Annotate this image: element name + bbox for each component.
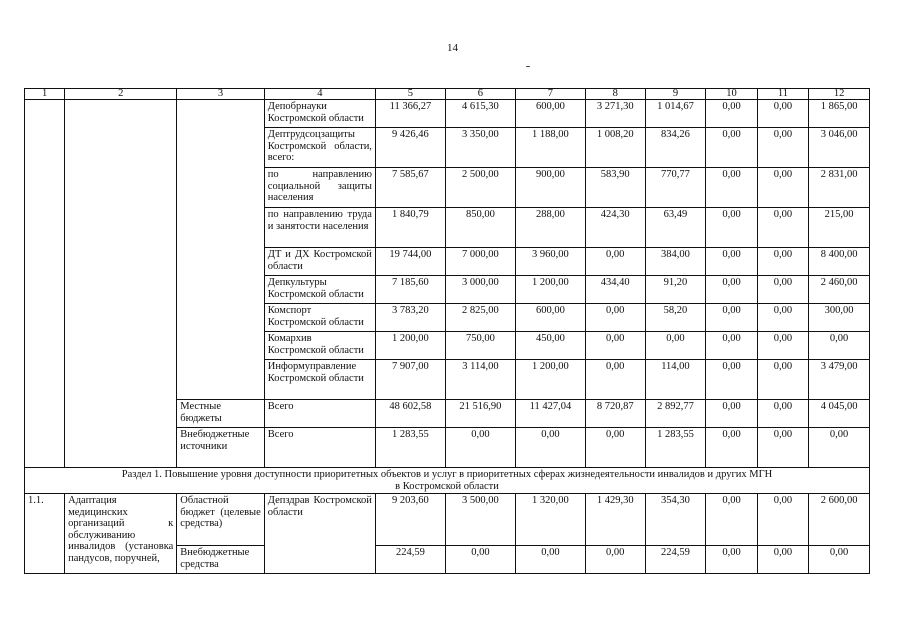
page-number: 14 (447, 42, 458, 54)
value-cell: 0,00 (706, 100, 757, 128)
value-cell: 1 840,79 (375, 208, 445, 248)
value-cell: 600,00 (515, 304, 585, 332)
value-cell: 1 200,00 (515, 276, 585, 304)
value-cell: 750,00 (445, 332, 515, 360)
table-row (25, 100, 870, 128)
funding-source-cell (177, 100, 264, 400)
value-cell: 19 744,00 (375, 248, 445, 276)
value-cell: 0,00 (757, 546, 808, 574)
value-cell: 4 045,00 (809, 400, 870, 428)
value-cell: 0,00 (757, 276, 808, 304)
value-cell: 7 185,60 (375, 276, 445, 304)
executor-cell: Комспорт Костромской области (264, 304, 375, 332)
value-cell: 11 366,27 (375, 100, 445, 128)
column-header: 12 (809, 89, 870, 100)
value-cell: 2 500,00 (445, 168, 515, 208)
value-cell: 0,00 (757, 360, 808, 400)
value-cell: 0,00 (585, 546, 645, 574)
value-cell: 583,90 (585, 168, 645, 208)
value-cell: 1 200,00 (375, 332, 445, 360)
column-header: 5 (375, 89, 445, 100)
value-cell: 91,20 (645, 276, 706, 304)
value-cell: 600,00 (515, 100, 585, 128)
value-cell: 2 600,00 (809, 494, 870, 546)
value-cell: 21 516,90 (445, 400, 515, 428)
value-cell: 9 203,60 (375, 494, 445, 546)
value-cell: 3 350,00 (445, 128, 515, 168)
value-cell: 3 114,00 (445, 360, 515, 400)
value-cell: 2 831,00 (809, 168, 870, 208)
value-cell: 300,00 (809, 304, 870, 332)
item-name-cell (65, 100, 177, 468)
column-header: 6 (445, 89, 515, 100)
value-cell: 0,00 (706, 168, 757, 208)
column-header: 11 (757, 89, 808, 100)
value-cell: 0,00 (706, 332, 757, 360)
section-title-line-1: Раздел 1. Повышение уровня доступности приоритетных объектов и услуг в приоритетных сферах жизнедеятельности инвалидов и других МГН (121, 469, 773, 480)
value-cell: 0,00 (809, 428, 870, 468)
value-cell: 114,00 (645, 360, 706, 400)
value-cell: 0,00 (809, 546, 870, 574)
value-cell: 424,30 (585, 208, 645, 248)
funding-source-cell: Внебюджетные источники (177, 428, 264, 468)
value-cell: 0,00 (757, 494, 808, 546)
value-cell: 1 200,00 (515, 360, 585, 400)
value-cell: 0,00 (645, 332, 706, 360)
executor-cell: Всего (264, 400, 375, 428)
column-header: 3 (177, 89, 264, 100)
column-header: 1 (25, 89, 65, 100)
value-cell: 850,00 (445, 208, 515, 248)
funding-source-cell: Внебюджетные средства (177, 546, 264, 574)
value-cell: 0,00 (706, 428, 757, 468)
value-cell: 4 615,30 (445, 100, 515, 128)
value-cell: 1 320,00 (515, 494, 585, 546)
funding-source-cell: Местные бюджеты (177, 400, 264, 428)
value-cell: 0,00 (757, 400, 808, 428)
value-cell: 0,00 (515, 546, 585, 574)
column-header: 9 (645, 89, 706, 100)
executor-cell: Депздрав Костромской области (264, 494, 375, 574)
value-cell: 2 825,00 (445, 304, 515, 332)
value-cell: 3 500,00 (445, 494, 515, 546)
value-cell: 0,00 (445, 428, 515, 468)
value-cell: 8 720,87 (585, 400, 645, 428)
value-cell: 834,26 (645, 128, 706, 168)
value-cell: 0,00 (706, 494, 757, 546)
executor-cell: Информуправление Костромской области (264, 360, 375, 400)
value-cell: 7 000,00 (445, 248, 515, 276)
value-cell: 1 429,30 (585, 494, 645, 546)
column-header: 10 (706, 89, 757, 100)
value-cell: 0,00 (706, 276, 757, 304)
value-cell: 354,30 (645, 494, 706, 546)
column-header: 2 (65, 89, 177, 100)
value-cell: 1 865,00 (809, 100, 870, 128)
column-header: 7 (515, 89, 585, 100)
value-cell: 0,00 (515, 428, 585, 468)
column-header: 4 (264, 89, 375, 100)
value-cell: 3 046,00 (809, 128, 870, 168)
value-cell: 3 000,00 (445, 276, 515, 304)
value-cell: 0,00 (585, 428, 645, 468)
value-cell: 1 283,55 (645, 428, 706, 468)
value-cell: 288,00 (515, 208, 585, 248)
value-cell: 0,00 (585, 304, 645, 332)
value-cell: 2 892,77 (645, 400, 706, 428)
value-cell: 48 602,58 (375, 400, 445, 428)
financing-table (24, 88, 870, 574)
value-cell: 0,00 (757, 248, 808, 276)
value-cell: 450,00 (515, 332, 585, 360)
value-cell: 8 400,00 (809, 248, 870, 276)
value-cell: 0,00 (757, 208, 808, 248)
executor-cell: Комархив Костромской области (264, 332, 375, 360)
value-cell: 63,49 (645, 208, 706, 248)
value-cell: 58,20 (645, 304, 706, 332)
funding-source-cell: Областной бюджет (целевые средства) (177, 494, 264, 546)
value-cell: 224,59 (375, 546, 445, 574)
value-cell: 0,00 (757, 332, 808, 360)
value-cell: 0,00 (706, 248, 757, 276)
value-cell: 0,00 (585, 332, 645, 360)
section-title-line-2: в Костромской области (395, 480, 499, 492)
value-cell: 215,00 (809, 208, 870, 248)
value-cell: 0,00 (757, 304, 808, 332)
executor-cell: по направлению социальной защиты населения (264, 168, 375, 208)
value-cell: 1 014,67 (645, 100, 706, 128)
executor-cell: Депобрнауки Костромской области (264, 100, 375, 128)
value-cell: 0,00 (706, 304, 757, 332)
item-number-cell (25, 100, 65, 468)
value-cell: 224,59 (645, 546, 706, 574)
value-cell: 9 426,46 (375, 128, 445, 168)
value-cell: 3 479,00 (809, 360, 870, 400)
value-cell: 900,00 (515, 168, 585, 208)
value-cell: 0,00 (585, 248, 645, 276)
value-cell: 0,00 (757, 128, 808, 168)
value-cell: 0,00 (809, 332, 870, 360)
value-cell: 0,00 (757, 100, 808, 128)
section-heading (25, 468, 870, 494)
value-cell: 2 460,00 (809, 276, 870, 304)
executor-cell: ДТ и ДХ Костромской области (264, 248, 375, 276)
table-row (25, 494, 870, 546)
value-cell: 0,00 (706, 360, 757, 400)
value-cell: 0,00 (706, 546, 757, 574)
executor-cell: Дептрудсоцзащиты Костромской области, всего: (264, 128, 375, 168)
value-cell: 770,77 (645, 168, 706, 208)
value-cell: 11 427,04 (515, 400, 585, 428)
value-cell: 0,00 (706, 208, 757, 248)
scan-mark (526, 66, 530, 67)
value-cell: 0,00 (706, 400, 757, 428)
value-cell: 0,00 (706, 128, 757, 168)
value-cell: 0,00 (585, 360, 645, 400)
value-cell: 3 783,20 (375, 304, 445, 332)
item-number-cell: 1.1. (25, 494, 65, 574)
value-cell: 0,00 (445, 546, 515, 574)
value-cell: 7 907,00 (375, 360, 445, 400)
executor-cell: Депкультуры Костромской области (264, 276, 375, 304)
value-cell: 1 008,20 (585, 128, 645, 168)
executor-cell: Всего (264, 428, 375, 468)
value-cell: 3 960,00 (515, 248, 585, 276)
value-cell: 7 585,67 (375, 168, 445, 208)
section-row (25, 468, 870, 494)
value-cell: 1 188,00 (515, 128, 585, 168)
header-row (25, 89, 870, 100)
value-cell: 1 283,55 (375, 428, 445, 468)
value-cell: 0,00 (757, 428, 808, 468)
item-name-cell: Адаптация медицинских организаций к обслуживанию инвалидов (установка пандусов, поручней, (65, 494, 177, 574)
column-header: 8 (585, 89, 645, 100)
value-cell: 434,40 (585, 276, 645, 304)
value-cell: 0,00 (757, 168, 808, 208)
executor-cell: по направлению труда и занятости населения (264, 208, 375, 248)
value-cell: 3 271,30 (585, 100, 645, 128)
value-cell: 384,00 (645, 248, 706, 276)
